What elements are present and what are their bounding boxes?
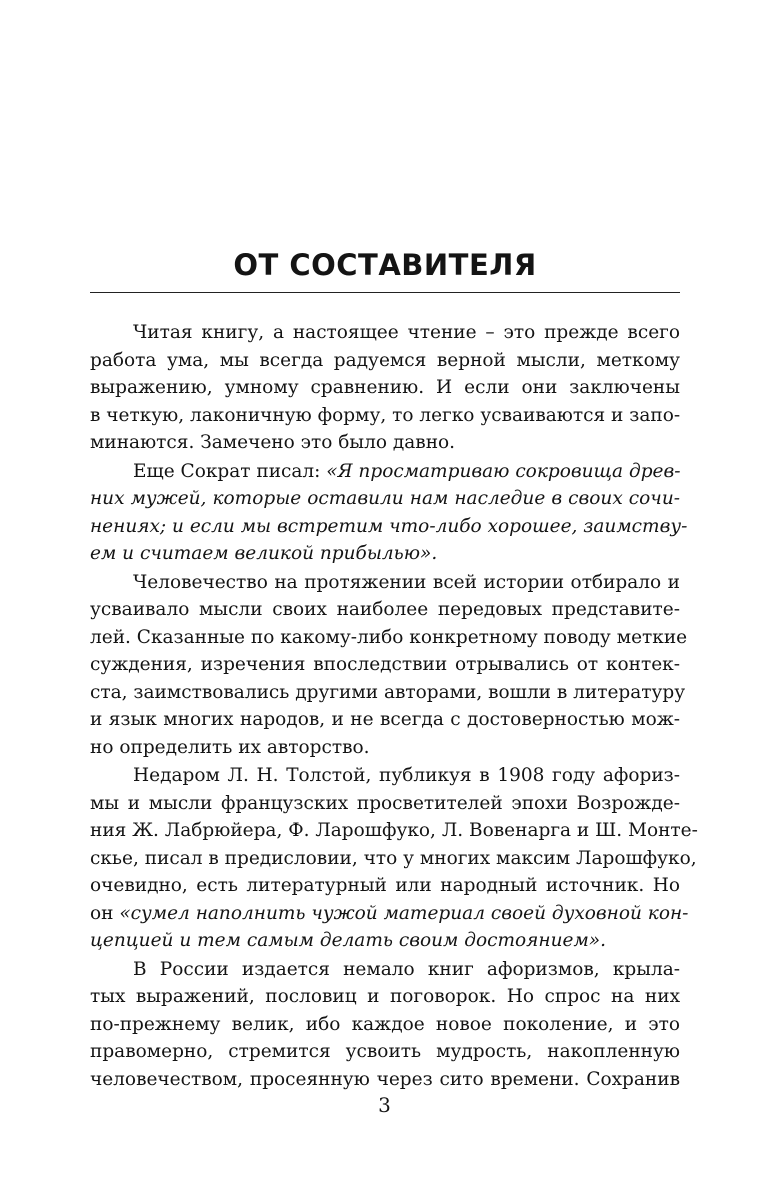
- plain-text: он: [90, 902, 120, 924]
- paragraph-1-line-2: работа ума, мы всегда радуемся верной мысли, меткому: [90, 349, 680, 371]
- paragraph-1-line-5: минаются. Замечено это было давно.: [90, 432, 456, 453]
- paragraph-5-line-4: правомерно, стремится усвоить мудрость, накопленную: [90, 1041, 680, 1062]
- paragraph-4-line-4: скье, писал в предисловии, что у многих максим Ларошфуко,: [90, 847, 697, 869]
- paragraph-4-line-3: ния Ж. Лабрюйера, Ф. Ларошфуко, Л. Вовенарга и Ш. Монте-: [90, 820, 698, 841]
- paragraph-3-line-5: ста, заимствовались другими авторами, вошли в литературу: [90, 681, 686, 703]
- paragraph-3-line-3: лей. Сказанные по какому-либо конкретному поводу меткие: [90, 626, 688, 648]
- paragraph-3-line-4: суждения, изречения впоследствии отрывались от контек-: [90, 654, 680, 675]
- paragraph-1-line-4: в четкую, лаконичную форму, то легко усваиваются и запо-: [90, 404, 681, 426]
- quotation: нениях; и если мы встретим что-либо хорошее, заимству-: [90, 515, 688, 537]
- body-text: [90, 319, 698, 1093]
- paragraph-1-line-1: Читая книгу, а настоящее чтение – это прежде всего: [133, 322, 680, 343]
- plain-text: Еще Сократ писал:: [133, 460, 327, 482]
- paragraph-3-line-1: Человечество на протяжении всей истории отбирало и: [133, 571, 680, 593]
- paragraph-2-line-4: [90, 540, 680, 568]
- quotation: «сумел наполнить чужой материал своей духовной кон-: [119, 902, 689, 924]
- paragraph-2-line-2: [90, 485, 680, 513]
- paragraph-5-line-2: тых выражений, пословиц и поговорок. Но спрос на них: [90, 986, 680, 1007]
- paragraph-5-line-5: человечеством, просеянную через сито времени. Сохранив: [90, 1068, 680, 1090]
- paragraph-2-line-1: [90, 458, 680, 486]
- paragraph-2-line-3: [90, 513, 688, 541]
- paragraph-3-line-7: но определить их авторство.: [90, 736, 370, 758]
- paragraph-5-line-3: по-прежнему велик, ибо каждое новое поколение, и это: [90, 1013, 680, 1035]
- paragraph-4-line-1: Недаром Л. Н. Толстой, публикуя в 1908 году афориз-: [133, 765, 680, 786]
- paragraph-5-line-1: В России издается немало книг афоризмов, крыла-: [133, 958, 680, 980]
- quotation: цепцией и тем самым делать своим достоянием».: [90, 930, 606, 951]
- page-title: ОТ СОСТАВИТЕЛЯ: [233, 248, 537, 282]
- page-number: 3: [378, 1093, 391, 1117]
- paragraph-4-line-6: [90, 900, 689, 928]
- title-divider: [90, 292, 680, 293]
- quotation: них мужей, которые оставили нам наследие в своих сочи-: [90, 488, 680, 509]
- paragraph-4-line-2: мы и мысли французских просветителей эпохи Возрожде-: [90, 792, 680, 814]
- paragraph-4-line-5: очевидно, есть литературный или народный источник. Но: [90, 875, 680, 896]
- paragraph-1-line-3: выражению, умному сравнению. И если они заключены: [90, 377, 680, 398]
- paragraph-4-line-7: [90, 927, 680, 955]
- quotation: ем и считаем великой прибылью».: [90, 543, 438, 564]
- quotation: «Я просматриваю сокровища древ-: [326, 460, 681, 482]
- paragraph-3-line-2: усваивало мысли своих наиболее передовых представите-: [90, 599, 680, 620]
- paragraph-3-line-6: и язык многих народов, и не всегда с достоверностью мож-: [90, 709, 680, 730]
